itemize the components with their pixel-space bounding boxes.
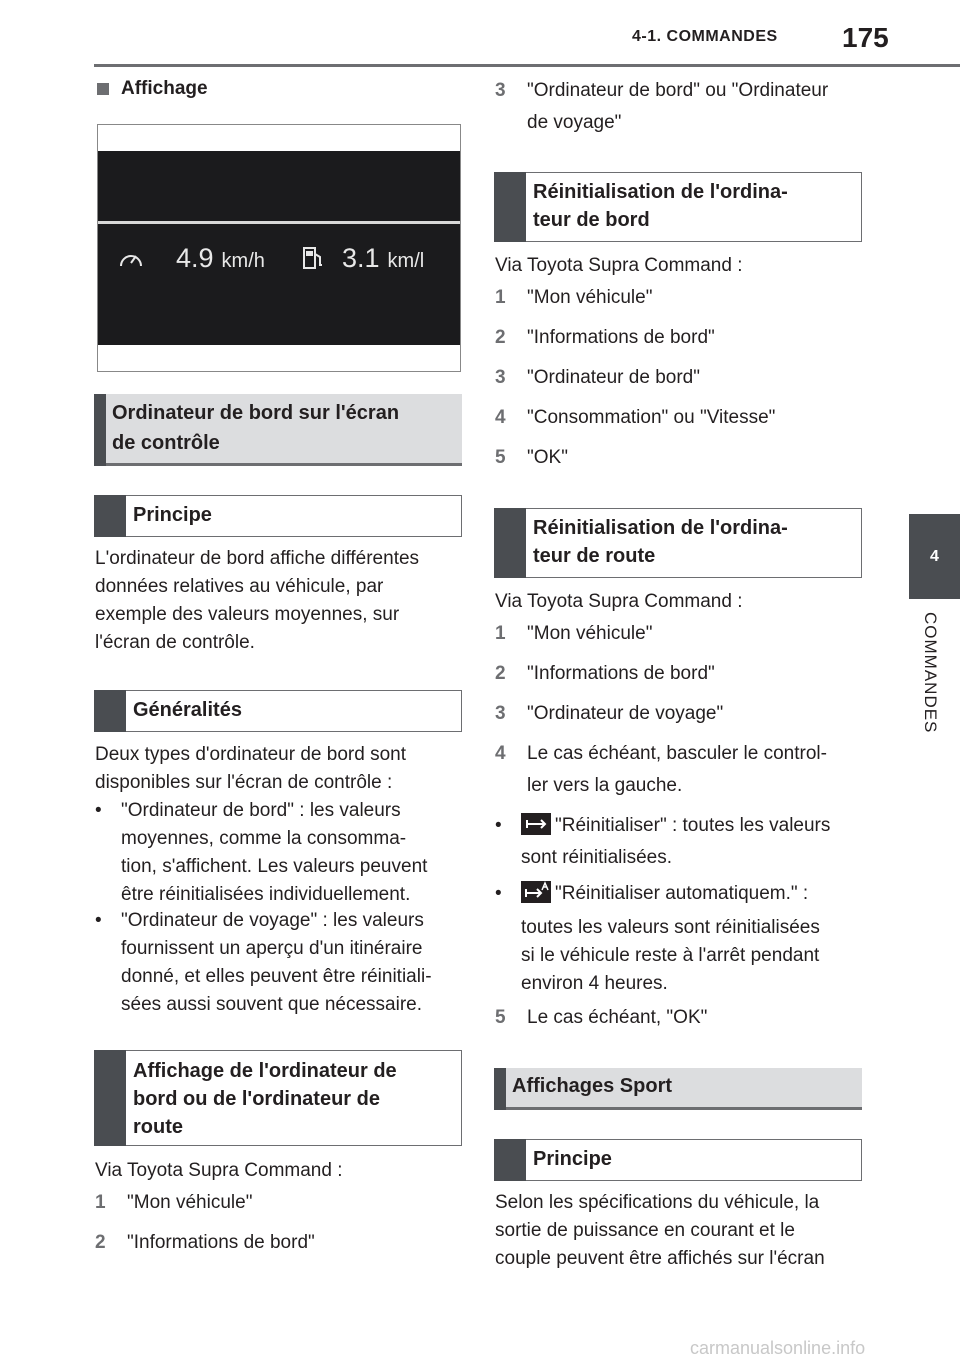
step-item: 2 "Informations de bord" (95, 1232, 315, 1253)
section-title-box: Ordinateur de bord sur l'écran de contrôle (94, 394, 462, 466)
fuel-readout: 3.1 km/l (342, 243, 425, 273)
subtitle-accent-bar (94, 495, 126, 537)
watermark: carmanualsonline.info (690, 1338, 866, 1358)
via-text: Via Toyota Supra Command : (95, 1160, 343, 1181)
step-item: 1 "Mon véhicule" (95, 1192, 253, 1213)
list-item: • "Ordinateur de voyage" : les valeurs fournissent un aperçu d'un itinéraire donné, et elles peuvent être réinitiali- sées aussi souvent que nécessaire. (95, 910, 432, 1015)
principe-text: L'ordinateur de bord affiche différentes données relatives au véhicule, par exemple des valeurs moyennes, sur l'écran de contrôle. (95, 548, 420, 653)
section-header: 4-1. COMMANDES (632, 28, 778, 45)
sport-text: Selon les spécifications du véhicule, la sortie de puissance en courant et le couple peuvent être affichés sur l'écran (495, 1192, 825, 1269)
chapter-tab[interactable] (909, 514, 960, 599)
subtitle-accent-bar (494, 1139, 526, 1181)
auto-reset-icon (521, 881, 551, 903)
subtitle-accent-bar (94, 1050, 126, 1146)
subtitle-accent-bar (494, 508, 526, 578)
square-bullet-icon (97, 83, 109, 95)
step-item: 1 "Mon véhicule" (495, 623, 653, 644)
generalites-box: Généralités (94, 690, 462, 732)
principe-box: Principe (94, 495, 462, 537)
header-rule (94, 64, 960, 67)
affichage-heading: Affichage (97, 78, 208, 100)
screen-divider (98, 221, 460, 224)
fuel-pump-icon (302, 245, 324, 271)
control-display-screen (98, 151, 460, 345)
subtitle-accent-bar (94, 690, 126, 732)
step-item: 3 "Ordinateur de bord" (495, 367, 700, 388)
speed-readout: 4.9 km/h (176, 243, 265, 273)
step-item: 5 Le cas échéant, "OK" (495, 1007, 708, 1028)
title-accent-bar (494, 1068, 506, 1110)
step-item: 2 "Informations de bord" (495, 327, 715, 348)
chapter-number: 4 (930, 547, 939, 565)
section-title-box: Affichages Sport (494, 1068, 862, 1110)
speedometer-icon (118, 247, 144, 269)
display-illustration (97, 124, 461, 372)
chapter-label: COMMANDES (921, 612, 940, 734)
step-item: 4 "Consommation" ou "Vitesse" (495, 407, 776, 428)
generalites-intro: Deux types d'ordinateur de bord sont disponibles sur l'écran de contrôle : (95, 744, 406, 793)
step-item: 3 "Ordinateur de bord" ou "Ordinateur de voyage" (495, 80, 829, 133)
step-item: 1 "Mon véhicule" (495, 287, 653, 308)
step-item: 5 "OK" (495, 447, 568, 468)
reinit-bord-box: Réinitialisation de l'ordina- teur de bord (494, 172, 862, 242)
step-item: 2 "Informations de bord" (495, 663, 715, 684)
principe-box: Principe (494, 1139, 862, 1181)
list-item: • "Réinitialiser" : toutes les valeurs sont réinitialisées. (495, 815, 831, 868)
via-text: Via Toyota Supra Command : (495, 591, 743, 612)
step-item: 4 Le cas échéant, basculer le control- ler vers la gauche. (495, 743, 827, 796)
page-number: 175 (842, 22, 889, 53)
affichage-ordinateur-box: Affichage de l'ordinateur de bord ou de l'ordinateur de route (94, 1050, 462, 1146)
list-item: • "Réinitialiser automatiquem." : toutes les valeurs sont réinitialisées si le véhicule reste à l'arrêt pendant environ 4 heures. (495, 883, 820, 994)
via-text: Via Toyota Supra Command : (495, 255, 743, 276)
subtitle-accent-bar (494, 172, 526, 242)
title-accent-bar (94, 394, 106, 466)
list-item: • "Ordinateur de bord" : les valeurs moyennes, comme la consomma- tion, s'affichent. Les valeurs peuvent être réinitialisées individuellement. (95, 800, 428, 905)
reinit-route-box: Réinitialisation de l'ordina- teur de route (494, 508, 862, 578)
step-item: 3 "Ordinateur de voyage" (495, 703, 724, 724)
reset-icon (521, 813, 551, 835)
